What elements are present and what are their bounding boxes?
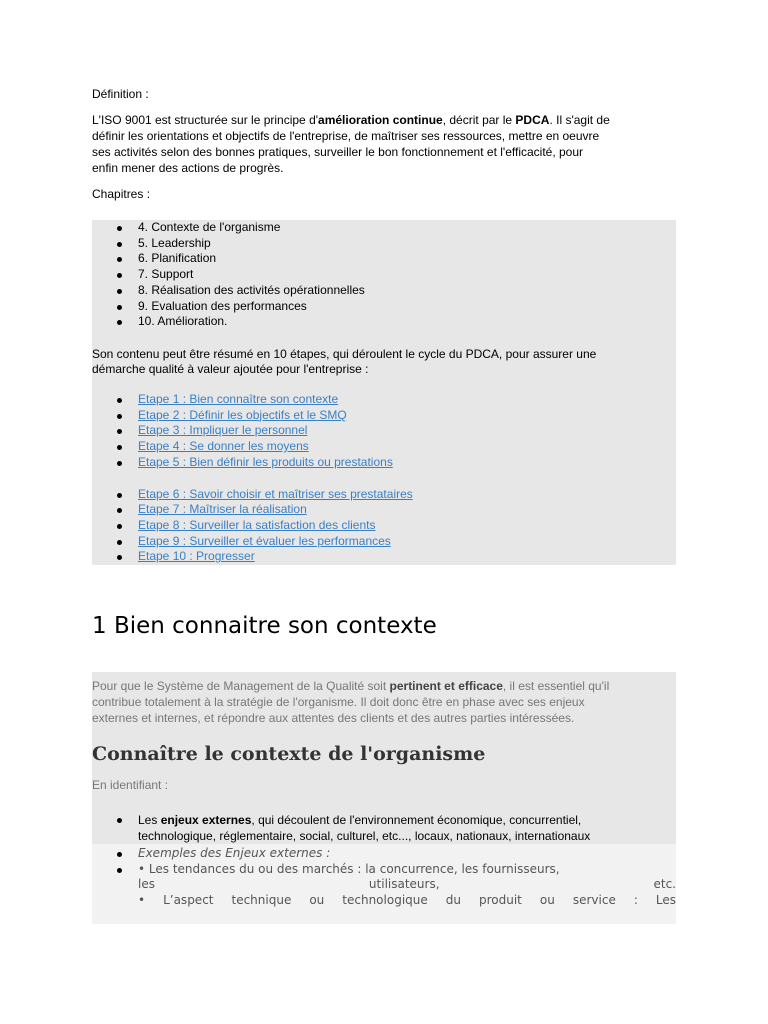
list-item: Les enjeux externes, qui découlent de l'environnement économique, concurrentiel, technologique, réglementaire, social, culturel, etc..., locaux, nationaux, internationaux	[92, 812, 676, 844]
list-item: • Les tendances du ou des marchés : la concurrence, les fournisseurs, les utilisateurs, etc. • L’aspect technique ou technologique du produit ou service : Les	[92, 862, 676, 909]
bold-amelioration-continue: amélioration continue	[318, 113, 443, 127]
resume-paragraph: Son contenu peut être résumé en 10 étapes, qui déroulent le cycle du PDCA, pour assurer une démarche qualité à valeur ajoutée pour l'entreprise :	[92, 347, 597, 376]
chapitres-label: Chapitres :	[92, 187, 151, 201]
definition-paragraph: L'ISO 9001 est structurée sur le principe d'amélioration continue, décrit par le PDCA. Il s'agit de définir les orientations et objectifs de l'entreprise, de maîtriser ses ressources, mettre en oeuvre ses activités selon des bonnes pratiques, surveiller le bon fonctionnement et l'efficacité, pour enfin mener des actions de progrès.	[92, 113, 610, 175]
chapitres-list	[92, 220, 676, 330]
etape-8-link[interactable]: Etape 8 : Surveiller la satisfaction des clients	[138, 517, 376, 532]
etape-9-link[interactable]: Etape 9 : Surveiller et évaluer les performances	[138, 533, 391, 548]
etape-2-link[interactable]: Etape 2 : Définir les objectifs et le SMQ	[138, 407, 347, 422]
list-item	[92, 392, 676, 408]
list-item	[92, 408, 676, 424]
section-1-title: 1 Bien connaitre son contexte	[92, 613, 437, 639]
etape-1-link[interactable]: Etape 1 : Bien connaître son contexte	[138, 392, 339, 406]
section-2-intro: En identifiant :	[92, 778, 169, 792]
list-item: Exemples des Enjeux externes :	[92, 846, 676, 862]
section-2-title: Connaître le contexte de l'organisme	[92, 743, 486, 765]
list-item	[92, 518, 676, 534]
list-item	[92, 455, 676, 471]
exemples-list	[92, 846, 676, 909]
chapitres-box	[92, 220, 676, 330]
section-1-paragraph: Pour que le Système de Management de la Qualité soit pertinent et efficace, il est essentiel qu'il contribue totalement à la stratégie de l'organisme. Il doit donc être en phase avec ses enjeux externes et internes, et répondre aux attentes des clients et des autres parties intéressées.	[92, 679, 610, 725]
list-item	[92, 487, 676, 503]
list-item: 6. Planification	[92, 251, 676, 267]
list-item	[92, 534, 676, 550]
etape-3-link[interactable]: Etape 3 : Impliquer le personnel	[138, 423, 308, 438]
etape-7-link[interactable]: Etape 7 : Maîtriser la réalisation	[138, 502, 307, 517]
etapes-list-2	[92, 487, 676, 566]
bold-pdca: PDCA	[515, 113, 550, 127]
list-item: 7. Support	[92, 267, 676, 283]
etape-10-link[interactable]: Etape 10 : Progresser	[138, 549, 255, 564]
etape-5-link[interactable]: Etape 5 : Bien définir les produits ou prestations	[138, 454, 393, 469]
enjeux-list	[92, 812, 676, 844]
list-item	[92, 439, 676, 455]
list-item	[92, 502, 676, 518]
bold-pertinent-efficace: pertinent et efficace	[389, 679, 503, 693]
list-item: 5. Leadership	[92, 236, 676, 252]
list-item: 10. Amélioration.	[92, 314, 676, 330]
etapes-box	[92, 330, 676, 565]
list-item	[92, 423, 676, 439]
definition-label: Définition :	[92, 87, 149, 101]
list-item: 8. Réalisation des activités opérationnelles	[92, 283, 676, 299]
list-item: 4. Contexte de l'organisme	[92, 220, 676, 236]
etape-4-link[interactable]: Etape 4 : Se donner les moyens	[138, 439, 309, 454]
etape-6-link[interactable]: Etape 6 : Savoir choisir et maîtriser ses prestataires	[138, 486, 413, 501]
list-item	[92, 549, 676, 565]
etapes-list-1	[92, 392, 676, 471]
bold-enjeux-externes: enjeux externes	[160, 813, 252, 827]
list-item: 9. Evaluation des performances	[92, 299, 676, 315]
